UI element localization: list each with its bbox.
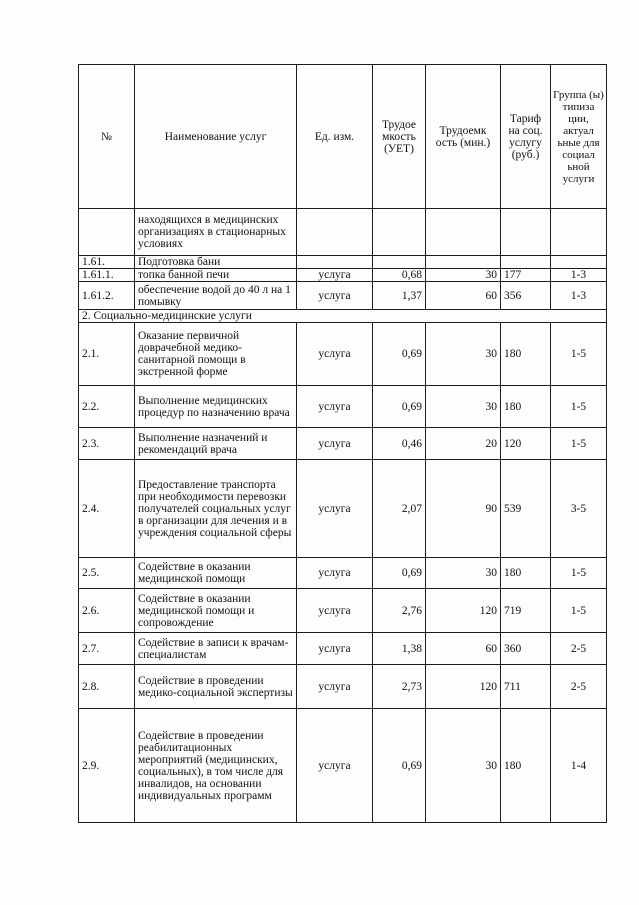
cell-labor-uet: 0,68 bbox=[373, 269, 426, 282]
cell-tariff: 711 bbox=[501, 665, 551, 709]
cell-unit: услуга bbox=[297, 633, 373, 665]
cell-number: 2.6. bbox=[79, 589, 135, 633]
cell-service-name: Подготовка бани bbox=[135, 256, 297, 269]
table-row bbox=[79, 256, 607, 269]
cell-tariff: 180 bbox=[501, 386, 551, 428]
cell-group: 1-5 bbox=[551, 386, 607, 428]
cell-labor-minutes: 30 bbox=[426, 558, 501, 589]
cell-group: 2-5 bbox=[551, 633, 607, 665]
cell-unit bbox=[297, 209, 373, 256]
cell-service-name: Оказание первичной доврачебной медико-санитарной помощи в экстренной форме bbox=[135, 323, 297, 386]
cell-labor-uet: 0,69 bbox=[373, 323, 426, 386]
header-labor-minutes: Трудоемк ость (мин.) bbox=[426, 65, 501, 209]
cell-service-name: Выполнение медицинских процедур по назначению врача bbox=[135, 386, 297, 428]
table-header-row bbox=[79, 65, 607, 209]
cell-number: 1.61.1. bbox=[79, 269, 135, 282]
cell-group: 2-5 bbox=[551, 665, 607, 709]
cell-unit: услуга bbox=[297, 589, 373, 633]
cell-labor-minutes: 60 bbox=[426, 282, 501, 310]
cell-tariff: 360 bbox=[501, 633, 551, 665]
cell-labor-uet: 2,76 bbox=[373, 589, 426, 633]
cell-group: 1-5 bbox=[551, 558, 607, 589]
header-labor-uet: Трудое мкость (УЕТ) bbox=[373, 65, 426, 209]
cell-number: 2.8. bbox=[79, 665, 135, 709]
cell-number: 2.5. bbox=[79, 558, 135, 589]
cell-unit: услуга bbox=[297, 428, 373, 460]
cell-number: 2.2. bbox=[79, 386, 135, 428]
cell-group: 1-5 bbox=[551, 323, 607, 386]
table-row bbox=[79, 709, 607, 823]
cell-unit: услуга bbox=[297, 269, 373, 282]
cell-service-name: Содействие в оказании медицинской помощи и сопровождение bbox=[135, 589, 297, 633]
cell-number: 2.4. bbox=[79, 460, 135, 558]
cell-tariff bbox=[501, 209, 551, 256]
cell-group: 1-3 bbox=[551, 269, 607, 282]
cell-service-name: Содействие в оказании медицинской помощи bbox=[135, 558, 297, 589]
table-row bbox=[79, 282, 607, 310]
cell-group: 1-5 bbox=[551, 589, 607, 633]
cell-service-name: Предоставление транспорта при необходимости перевозки получателей социальных услуг в организации для лечения и в учреждения социальной сферы bbox=[135, 460, 297, 558]
cell-labor-minutes: 30 bbox=[426, 269, 501, 282]
continuation-row bbox=[79, 209, 607, 256]
cell-unit: услуга bbox=[297, 709, 373, 823]
cell-tariff: 120 bbox=[501, 428, 551, 460]
cell-labor-minutes: 60 bbox=[426, 633, 501, 665]
header-tariff: Тариф на соц. услугу (руб.) bbox=[501, 65, 551, 209]
cell-labor-minutes bbox=[426, 209, 501, 256]
section-row bbox=[79, 310, 607, 323]
table-row bbox=[79, 428, 607, 460]
cell-labor-uet: 2,73 bbox=[373, 665, 426, 709]
cell-number: 2.7. bbox=[79, 633, 135, 665]
header-number: № bbox=[79, 65, 135, 209]
cell-labor-minutes: 120 bbox=[426, 589, 501, 633]
cell-tariff: 356 bbox=[501, 282, 551, 310]
cell-group: 1-5 bbox=[551, 428, 607, 460]
table-row bbox=[79, 323, 607, 386]
cell-tariff: 180 bbox=[501, 558, 551, 589]
cell-service-name: находящихся в медицинских организациях в стационарных условиях bbox=[135, 209, 297, 256]
cell-labor-uet bbox=[373, 256, 426, 269]
cell-group: 1-4 bbox=[551, 709, 607, 823]
cell-service-name: топка банной печи bbox=[135, 269, 297, 282]
cell-number: 1.61. bbox=[79, 256, 135, 269]
cell-service-name: Выполнение назначений и рекомендаций врача bbox=[135, 428, 297, 460]
cell-labor-uet: 0,69 bbox=[373, 386, 426, 428]
cell-labor-uet: 0,46 bbox=[373, 428, 426, 460]
cell-unit: услуга bbox=[297, 386, 373, 428]
cell-labor-uet: 0,69 bbox=[373, 558, 426, 589]
cell-number: 2.1. bbox=[79, 323, 135, 386]
cell-labor-uet: 2,07 bbox=[373, 460, 426, 558]
cell-labor-uet: 1,37 bbox=[373, 282, 426, 310]
section-title: 2. Социально-медицинские услуги bbox=[79, 310, 607, 323]
cell-labor-uet: 1,38 bbox=[373, 633, 426, 665]
cell-labor-uet: 0,69 bbox=[373, 709, 426, 823]
cell-tariff bbox=[501, 256, 551, 269]
cell-labor-minutes: 30 bbox=[426, 386, 501, 428]
cell-service-name: Содействие в проведении медико-социальной экспертизы bbox=[135, 665, 297, 709]
table-row bbox=[79, 633, 607, 665]
cell-group: 1-3 bbox=[551, 282, 607, 310]
cell-labor-minutes: 30 bbox=[426, 323, 501, 386]
cell-service-name: обеспечение водой до 40 л на 1 помывку bbox=[135, 282, 297, 310]
table-row bbox=[79, 558, 607, 589]
header-unit: Ед. изм. bbox=[297, 65, 373, 209]
cell-number bbox=[79, 209, 135, 256]
table-row bbox=[79, 665, 607, 709]
cell-number: 2.3. bbox=[79, 428, 135, 460]
cell-labor-minutes: 90 bbox=[426, 460, 501, 558]
cell-tariff: 180 bbox=[501, 709, 551, 823]
cell-tariff: 539 bbox=[501, 460, 551, 558]
cell-tariff: 180 bbox=[501, 323, 551, 386]
header-service-name: Наименование услуг bbox=[135, 65, 297, 209]
header-typization-group: Группа (ы) типиза ции, актуал ьные для социал ьной услуги bbox=[551, 65, 607, 209]
cell-group: 3-5 bbox=[551, 460, 607, 558]
cell-labor-uet bbox=[373, 209, 426, 256]
cell-group bbox=[551, 256, 607, 269]
cell-tariff: 719 bbox=[501, 589, 551, 633]
cell-unit: услуга bbox=[297, 665, 373, 709]
cell-unit: услуга bbox=[297, 460, 373, 558]
cell-unit: услуга bbox=[297, 323, 373, 386]
cell-group bbox=[551, 209, 607, 256]
cell-labor-minutes bbox=[426, 256, 501, 269]
cell-service-name: Содействие в проведении реабилитационных мероприятий (медицинских, социальных), в том числе для инвалидов, на основании индивидуальных программ bbox=[135, 709, 297, 823]
cell-service-name: Содействие в записи к врачам-специалистам bbox=[135, 633, 297, 665]
cell-labor-minutes: 120 bbox=[426, 665, 501, 709]
services-tariff-table bbox=[78, 64, 607, 823]
cell-tariff: 177 bbox=[501, 269, 551, 282]
cell-unit bbox=[297, 256, 373, 269]
table-row bbox=[79, 589, 607, 633]
table-row bbox=[79, 269, 607, 282]
cell-labor-minutes: 30 bbox=[426, 709, 501, 823]
table-row bbox=[79, 460, 607, 558]
table-row bbox=[79, 386, 607, 428]
cell-number: 1.61.2. bbox=[79, 282, 135, 310]
cell-number: 2.9. bbox=[79, 709, 135, 823]
cell-labor-minutes: 20 bbox=[426, 428, 501, 460]
cell-unit: услуга bbox=[297, 558, 373, 589]
cell-unit: услуга bbox=[297, 282, 373, 310]
